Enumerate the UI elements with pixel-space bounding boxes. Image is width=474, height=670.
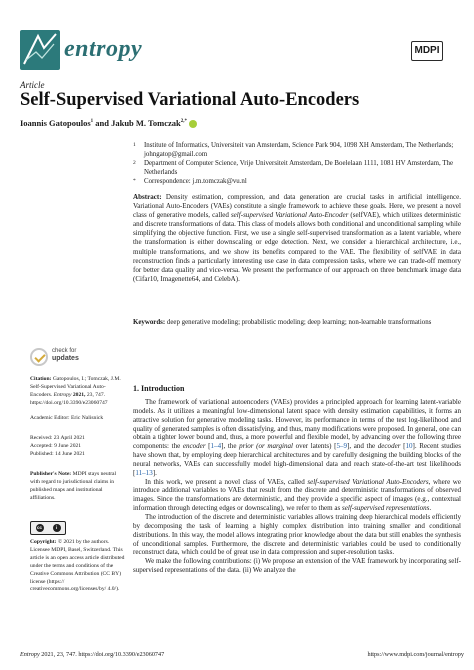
author-connector: and	[95, 118, 109, 128]
publisher-note	[30, 471, 126, 503]
text-run: We make the following contributions: (i) We propose an extension of the VAE framework by incorporating self-supervised representations of the data. (ii) We analyze the	[133, 557, 461, 575]
citation-link[interactable]: 5–9	[336, 442, 348, 451]
text-run: , where we introduce additional variables to VAEs that result from the discrete and deterministic transformations of observed images. Since the transformations are deterministic, and they provide a specific aspect of images (e.g., contextual information through detecting edges or downscaling), we refer to them as	[133, 477, 462, 513]
keywords-label: Keywords:	[133, 319, 166, 326]
emphasis-text: decoder	[377, 442, 401, 451]
body-text	[133, 398, 461, 575]
section-heading: 1. Introduction	[133, 384, 185, 393]
citation-text: Gatopoulos, I.; Tomczak, J.M. Self-Supervised Variational Auto-Encoders.	[30, 376, 121, 398]
citation-rest[interactable]: 23, 747. https://doi.org/10.3390/e23060747	[30, 391, 108, 406]
paragraph	[133, 557, 461, 575]
text-run: The framework of variational autoencoders (VAEs) provides a principled approach for learning latent-variable models. As it utilizes a meaningful low-dimensional latent space with density estimation capabilities, it forms an attractive solution for generative modeling tasks. However, its performance in terms of the test log-likelihood and quality of generated samples is often dissatisfying, and thus, many modifications were proposed. In general, one can obtain a tighter lower bound and, thus, a more powerful and flexible model, by advancing over the following three components: the	[133, 398, 461, 451]
text-run: [	[400, 442, 406, 451]
citation-journal: Entropy	[53, 391, 72, 398]
affiliation-text: Department of Computer Science, Vrije Universiteit Amsterdam, De Boelelaan 1111, 1081 HV Amsterdam, The Netherlands	[144, 160, 454, 176]
copyright-text: © 2021 by the authors. Licensee MDPI, Basel, Switzerland. This article is an open access article distributed under the terms and conditions of the Creative Commons Attribution (CC BY) license (https:// creativecommons.org/licenses/by/ 4.0/).	[30, 539, 125, 593]
abstract-text-em: self-supervised Variational Auto-Encoder	[230, 211, 349, 220]
publisher-note-text: MDPI stays neutral with regard to jurisdictional claims in published maps and institutional affiliations.	[30, 471, 117, 501]
date-published: Published: 14 June 2021	[30, 451, 85, 457]
text-run: .	[429, 504, 432, 513]
affiliation-text: Institute of Informatics, Universiteit van Amsterdam, Science Park 904, 1098 XH Amsterdam, The Netherlands; johngatop@gmail.com	[144, 142, 454, 158]
paragraph	[133, 398, 461, 478]
updates-line2: updates	[52, 355, 79, 362]
affiliation-num: 1	[133, 142, 136, 148]
text-run: [	[205, 442, 211, 451]
copyright-block	[30, 539, 126, 594]
citation-link[interactable]: 10	[405, 442, 413, 451]
author-1[interactable]: Ioannis Gatopoulos	[20, 118, 91, 128]
author-2-affil: 2,*	[180, 119, 188, 125]
text-run: over latents) [	[292, 442, 337, 451]
text-run: ], and the	[347, 442, 378, 451]
mdpi-logo[interactable]: MDPI	[411, 41, 443, 61]
citation-label: Citation:	[30, 376, 52, 382]
footer-left	[20, 651, 164, 658]
affiliation-1	[133, 141, 463, 159]
text-run: ], the	[221, 442, 240, 451]
citation-link[interactable]: 11–13	[135, 468, 153, 477]
abstract-label: Abstract:	[133, 193, 162, 201]
footer-journal-url[interactable]: https://www.mdpi.com/journal/entropy	[367, 651, 464, 658]
author-2[interactable]: Jakub M. Tomczak	[111, 118, 181, 128]
updates-line1: check for	[52, 348, 77, 354]
author-1-affil: 1	[90, 119, 94, 125]
emphasis-text: encoder	[182, 442, 206, 451]
paragraph	[133, 478, 461, 513]
emphasis-text: prior (or marginal	[239, 442, 293, 451]
text-run: In this work, we present a novel class of VAEs, called	[145, 477, 308, 486]
text-run: ].	[152, 468, 157, 477]
academic-editor: Academic Editor: Eric Nalisnick	[30, 415, 104, 421]
date-accepted: Accepted: 9 June 2021	[30, 443, 82, 449]
affiliation-2	[133, 159, 463, 177]
date-received: Received: 23 April 2021	[30, 435, 85, 441]
citation-block	[30, 376, 126, 408]
footer-journal: Entropy	[20, 651, 40, 658]
paragraph	[133, 513, 461, 557]
citation-year: 2021,	[72, 391, 86, 398]
copyright-label: Copyright:	[30, 539, 57, 545]
entropy-logo-icon	[20, 30, 60, 70]
affiliation-num: 2	[133, 160, 136, 166]
publisher-note-label: Publisher's Note:	[30, 471, 72, 477]
emphasis-text: self-supervised representations	[342, 504, 430, 513]
abstract-text-a: Density estimation, compression, and data generation are crucial tasks in artificial intelligence. Variational Auto-Encoders (VAEs) constitute a single framework to achieve these goals. Here, we present a novel class of generative models, called	[133, 193, 462, 220]
abstract	[133, 193, 461, 284]
text-run: The introduction of the discrete and deterministic variables allows training deep hierarchical models efficiently by decomposing the task of learning a highly complex distribution into training smaller and conditional distributions. In this way, the model allows integrating prior knowledge about the data but still enables the synthesis of unconditional samples. Furthermore, the discrete and deterministic variables could be used to conditionally reconstruct data, which could be of great use in data compression and super-resolution tasks.	[133, 512, 461, 557]
author-line	[20, 118, 197, 128]
abstract-text-b: (selfVAE), which utilizes deterministic and discrete transformations of data. This class of models allows both conditional and unconditional sampling while simplifying the objective function. First, we use a single self-supervised transformation as a latent variable, where the transformation is either downscaling or edge detection. Next, we consider a hierarchical architecture, i.e., multiple transformations, and we show its benefits compared to the VAE. The flexibility of selfVAE in data reconstruction finds a particularly interesting use case in data compression tasks, where we can trade-off memory for better data quality and vice-versa. We present the performance of our approach on three benchmark image data (Cifar10, Imagenette64, and CelebA).	[133, 211, 461, 283]
affiliation-num: *	[133, 178, 136, 184]
paper-title: Self-Supervised Variational Auto-Encoders	[20, 90, 360, 110]
footer-citation[interactable]: 2021, 23, 747. https://doi.org/10.3390/e23060747	[41, 651, 165, 658]
article-type-label: Article	[20, 80, 45, 90]
check-updates-icon	[30, 348, 48, 366]
cc-by-license-icon[interactable]: cc i	[30, 521, 66, 535]
correspondence-text[interactable]: Correspondence: j.m.tomczak@vu.nl	[144, 178, 247, 185]
check-for-updates-button[interactable]	[30, 348, 130, 370]
keywords-text: deep generative modeling; probabilistic modeling; deep learning; non-learnable transformations	[166, 319, 432, 326]
page-footer	[20, 651, 464, 658]
journal-name: entropy	[64, 36, 143, 62]
orcid-icon[interactable]	[189, 120, 197, 128]
correspondence	[133, 177, 463, 186]
text-run: ]. Recent studies have shown that, by employing deep hierarchical architectures and by carefully designing the building blocks of the neural networks, VAEs can successfully model high-dimensional data and reach state-of-the-art test likelihoods [	[133, 442, 461, 477]
emphasis-text: self-supervised Variational Auto-Encoders	[307, 477, 429, 486]
keywords	[133, 318, 461, 327]
citation-link[interactable]: 1–4	[210, 442, 222, 451]
